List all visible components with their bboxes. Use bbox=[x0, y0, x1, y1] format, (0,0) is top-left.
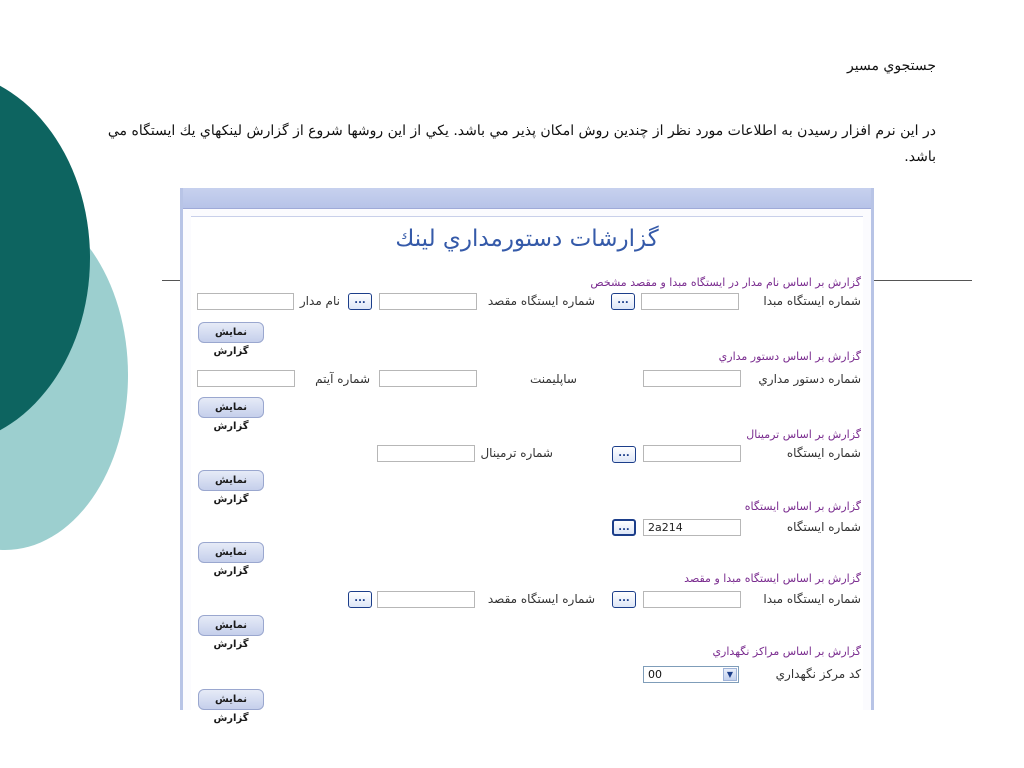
od-origin-lookup-button[interactable]: ... bbox=[612, 591, 636, 608]
terminal-station-label: شماره ايستگاه bbox=[786, 446, 861, 460]
od-dest-station-input[interactable] bbox=[377, 591, 475, 608]
show-report-button-1[interactable]: نمایش گزارش bbox=[198, 322, 264, 343]
show-report-button-6[interactable]: نمایش گزارش bbox=[198, 689, 264, 710]
divider-line-right bbox=[872, 280, 972, 281]
od-origin-station-label: شماره ايستگاه مبدا bbox=[763, 592, 861, 606]
od-origin-station-input[interactable] bbox=[643, 591, 741, 608]
item-number-input[interactable] bbox=[197, 370, 295, 387]
app-window-bar bbox=[183, 188, 871, 209]
show-report-button-2[interactable]: نمایش گزارش bbox=[198, 397, 264, 418]
center-code-label: كد مركز نگهداري bbox=[775, 667, 861, 681]
circuit-name-label: نام مدار bbox=[299, 294, 340, 308]
terminal-station-lookup-button[interactable]: ... bbox=[612, 446, 636, 463]
dest-station-label: شماره ايستگاه مقصد bbox=[487, 294, 595, 308]
embedded-app-screenshot bbox=[180, 188, 874, 724]
circuit-name-input[interactable] bbox=[197, 293, 294, 310]
section-terminal-title: گزارش بر اساس ترمينال bbox=[746, 428, 861, 441]
section-circuit-command-title: گزارش بر اساس دستور مداري bbox=[718, 350, 861, 363]
terminal-number-label: شماره ترمينال bbox=[480, 446, 553, 460]
slide-body-text: در اين نرم افزار رسيدن به اطلاعات مورد نظر از چندين روش امكان پذير مي باشد. يكي از اين روشها شروع از گزارش لينكهاي يك ايستگاه مي باشد. bbox=[107, 123, 936, 165]
supplement-label: ساپليمنت bbox=[530, 372, 577, 386]
terminal-station-input[interactable] bbox=[643, 445, 741, 462]
station-number-input[interactable]: 2a214 bbox=[643, 519, 741, 536]
section-maintenance-title: گزارش بر اساس مراكز نگهداري bbox=[712, 645, 861, 658]
center-code-value: 00 bbox=[648, 668, 662, 681]
show-report-button-3[interactable]: نمایش گزارش bbox=[198, 470, 264, 491]
dest-station-input[interactable] bbox=[379, 293, 477, 310]
station-number-label: شماره ايستگاه bbox=[786, 520, 861, 534]
item-number-label: شماره آيتم bbox=[315, 372, 370, 386]
command-number-input[interactable] bbox=[643, 370, 741, 387]
app-content-panel bbox=[191, 216, 863, 710]
od-dest-lookup-button[interactable]: ... bbox=[348, 591, 372, 608]
terminal-number-input[interactable] bbox=[377, 445, 475, 462]
section-origin-dest-title: گزارش بر اساس ايستگاه مبدا و مقصد bbox=[684, 572, 861, 585]
divider-line-left bbox=[162, 280, 182, 281]
show-report-button-4[interactable]: نمایش گزارش bbox=[198, 542, 264, 563]
chevron-down-icon[interactable]: ▼ bbox=[723, 668, 737, 681]
origin-station-lookup-button[interactable]: ... bbox=[611, 293, 635, 310]
slide-title: جستجوي مسير bbox=[847, 58, 936, 74]
section-station-title: گزارش بر اساس ايستگاه bbox=[744, 500, 861, 513]
section-circuit-name-title: گزارش بر اساس نام مدار در ايستگاه مبدا و مقصد مشخص bbox=[590, 276, 861, 289]
center-code-select[interactable] bbox=[643, 666, 739, 683]
show-report-button-5[interactable]: نمایش گزارش bbox=[198, 615, 264, 636]
command-number-label: شماره دستور مداري bbox=[758, 372, 861, 386]
app-page-heading: گزارشات دستورمداري لينك bbox=[395, 226, 659, 252]
od-dest-station-label: شماره ايستگاه مقصد bbox=[487, 592, 595, 606]
station-lookup-button[interactable]: ... bbox=[612, 519, 636, 536]
dest-station-lookup-button[interactable]: ... bbox=[348, 293, 372, 310]
supplement-input[interactable] bbox=[379, 370, 477, 387]
origin-station-input[interactable] bbox=[641, 293, 739, 310]
origin-station-label: شماره ايستگاه مبدا bbox=[763, 294, 861, 308]
